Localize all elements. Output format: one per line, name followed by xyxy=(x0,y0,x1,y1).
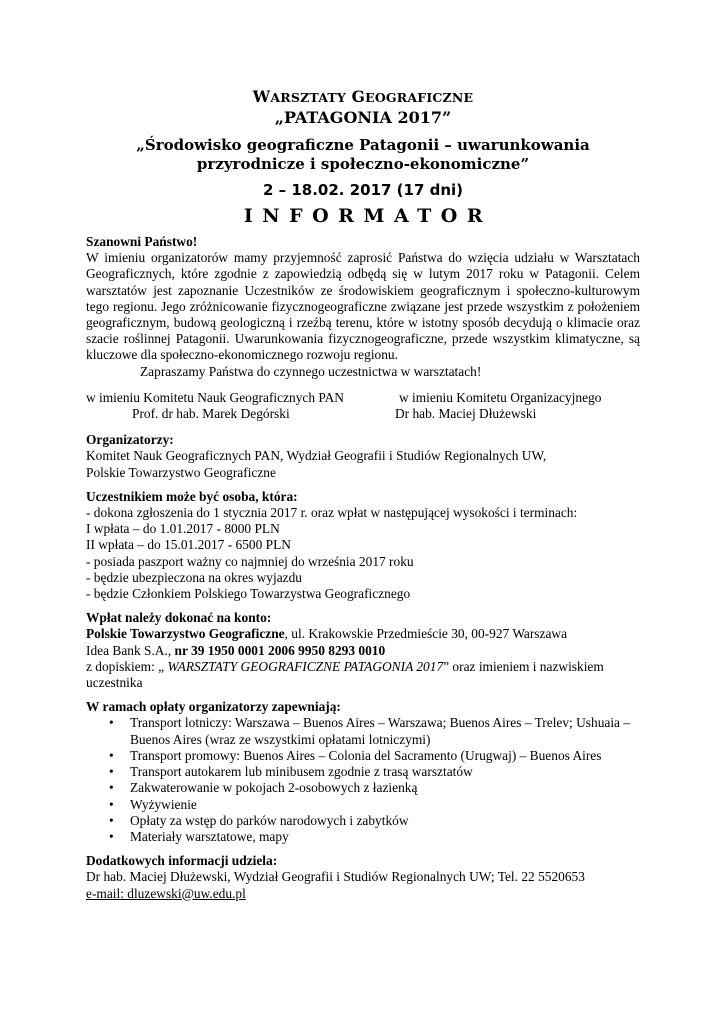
contact-email-link[interactable]: e-mail: dluzewski@uw.edu.pl xyxy=(86,885,246,901)
title-smallcaps-1: ARSZTATY xyxy=(270,90,347,105)
list-item: • Opłaty za wstęp do parków narodowych i zabytków xyxy=(130,813,640,829)
payment-section xyxy=(86,610,640,691)
title-initial-w: W xyxy=(252,87,271,106)
greeting: Szanowni Państwo! xyxy=(86,234,198,249)
organizers-section xyxy=(86,432,640,481)
payment-note xyxy=(86,659,640,691)
participant-heading: Uczestnikiem może być osoba, która: xyxy=(86,488,298,504)
organizers-heading: Organizatorzy: xyxy=(86,432,174,448)
list-item: • Transport lotniczy: Warszawa – Buenos Aires – Warszawa; Buenos Aires – Trelev; Ushuaia – Buenos Aires (wraz ze wszystkimi opłatami lotniczymi) xyxy=(130,715,640,747)
organizers-line1: Komitet Nauk Geograficznych PAN, Wydział Geografii i Studiów Regionalnych UW, xyxy=(86,448,547,464)
signature-left xyxy=(86,390,363,422)
contact-section xyxy=(86,853,640,902)
list-item: • Zakwaterowanie w pokojach 2-osobowych z łazienką xyxy=(130,780,640,796)
event-subtitle-line1: „Środowisko geograficzne Patagonii – uwarunkowania xyxy=(136,136,590,154)
included-section xyxy=(86,699,640,845)
participant-section xyxy=(86,489,640,602)
signature-right-name: Dr hab. Maciej Dłużewski xyxy=(395,406,537,422)
organizers-line2: Polskie Towarzystwo Geograficzne xyxy=(86,464,276,480)
contact-heading: Dodatkowych informacji udziela: xyxy=(86,853,278,869)
included-list xyxy=(86,715,640,845)
document-page xyxy=(86,84,640,902)
included-heading: W ramach opłaty organizatorzy zapewniają: xyxy=(86,699,341,715)
payment-note-prefix: z dopiskiem: „ xyxy=(86,658,168,674)
payment-org-address: , ul. Krakowskie Przedmieście 30, 00-927 Warszawa xyxy=(284,626,568,642)
signature-right-label: w imieniu Komitetu Organizacyjnego xyxy=(399,389,602,405)
participant-line: - będzie Członkiem Polskiego Towarzystwa Geograficznego xyxy=(86,586,411,602)
payment-note-suffix: ” oraz imieniem i nazwiskiem uczestnika xyxy=(86,658,604,691)
payment-account-number: nr 39 1950 0001 2006 9950 8293 0010 xyxy=(174,642,386,658)
payment-bank xyxy=(86,643,640,659)
list-item: • Transport autokarem lub minibusem zgodnie z trasą warsztatów xyxy=(130,764,640,780)
event-subtitle-line2: przyrodnicze i społeczno-ekonomiczne” xyxy=(196,155,530,173)
signatures xyxy=(86,390,640,422)
payment-recipient xyxy=(86,626,640,642)
participant-line: I wpłata – do 1.01.2017 - 8000 PLN xyxy=(86,521,280,537)
informator-heading: INFORMATOR xyxy=(243,205,493,227)
signature-right xyxy=(363,390,640,422)
intro-paragraph: W imieniu organizatorów mamy przyjemność zaprosić Państwa do wzięcia udziału w Warsztatach Geograficznych, które zgodnie z zapowiedzią odbędą się w lutym 2017 roku w Patagonii. Celem warsztatów jest zapoznanie Uczestników ze środowiskiem geograficznym i społeczno-kulturowym tego regionu. Jego zróżnicowanie fizycznogeograficzne związane jest przede wszystkim z położeniem geograficznym, budową geologiczną i rzeźbą terenu, które w istotny sposób decydują o klimacie oraz szacie roślinnej Patagonii. Uwarunkowania fizycznogeograficzne, przede wszystkim klimatyczne, są kluczowe dla społeczno-ekonomicznego rozwoju regionu. xyxy=(86,250,640,363)
signature-left-name: Prof. dr hab. Marek Degórski xyxy=(132,406,290,422)
list-item: • Wyżywienie xyxy=(130,797,640,813)
payment-note-title: WARSZTATY GEOGRAFICZNE PATAGONIA 2017 xyxy=(167,658,444,674)
payment-bank-name: Idea Bank S.A., xyxy=(86,642,175,658)
signature-left-label: w imieniu Komitetu Nauk Geograficznych PAN xyxy=(86,389,344,405)
invitation-line: Zapraszamy Państwa do czynnego uczestnictwa w warsztatach! xyxy=(140,363,482,379)
participant-line: - dokona zgłoszenia do 1 stycznia 2017 r. oraz wpłat w następującej wysokości i terminach: xyxy=(86,505,578,521)
payment-heading: Wpłat należy dokonać na konto: xyxy=(86,610,272,626)
event-dates: 2 – 18.02. 2017 (17 dni) xyxy=(262,181,464,199)
title-smallcaps-2: EOGRAFICZNE xyxy=(365,90,474,105)
list-item: • Transport promowy: Buenos Aires – Colonia del Sacramento (Urugwaj) – Buenos Aires xyxy=(130,748,640,764)
participant-line: - będzie ubezpieczona na okres wyjazdu xyxy=(86,569,303,585)
event-name: „PATAGONIA 2017” xyxy=(274,108,452,127)
participant-line: II wpłata – do 15.01.2017 - 6500 PLN xyxy=(86,537,291,553)
event-title xyxy=(86,87,640,108)
participant-line: - posiada paszport ważny co najmniej do września 2017 roku xyxy=(86,553,414,569)
payment-org-name: Polskie Towarzystwo Geograficzne xyxy=(86,626,285,642)
contact-line: Dr hab. Maciej Dłużewski, Wydział Geografii i Studiów Regionalnych UW; Tel. 22 5520653 xyxy=(86,869,585,885)
list-item: • Materiały warsztatowe, mapy xyxy=(130,829,640,845)
title-initial-g: G xyxy=(351,87,366,106)
